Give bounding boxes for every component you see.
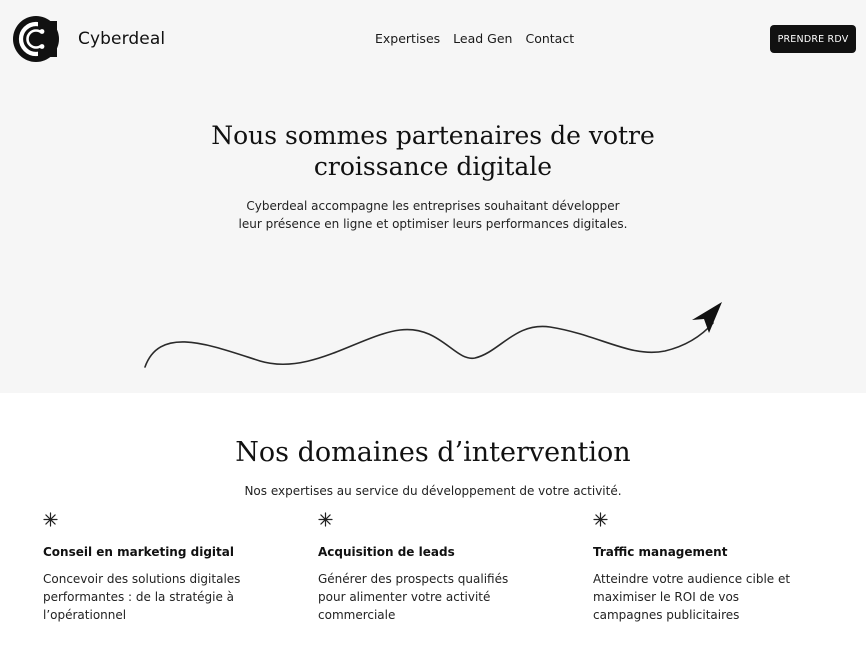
expertise-section-subtitle: Nos expertises au service du développement de votre activité. xyxy=(244,484,622,498)
expertise-section-title: Nos domaines d’intervention xyxy=(235,437,631,468)
service-description: Concevoir des solutions digitales performantes : de la stratégie à l’opérationnel xyxy=(43,572,241,622)
book-appointment-button[interactable]: PRENDRE RDV xyxy=(770,25,856,53)
cyberdeal-logo-icon[interactable] xyxy=(13,16,59,62)
service-card-leads xyxy=(318,512,553,622)
service-title: Acquisition de leads xyxy=(318,545,455,559)
asterisk-icon xyxy=(593,512,608,527)
brand-name[interactable]: Cyberdeal xyxy=(78,29,166,49)
service-card-marketing xyxy=(43,512,278,622)
service-title: Traffic management xyxy=(593,545,728,559)
nav-link-expertises[interactable]: Expertises xyxy=(375,31,441,46)
hero-subtitle: Cyberdeal accompagne les entreprises souhaitant développer leur présence en ligne et optimiser leurs performances digitales. xyxy=(238,199,628,231)
service-description: Atteindre votre audience cible et maximiser le ROI de vos campagnes publicitaires xyxy=(593,572,791,622)
asterisk-icon xyxy=(318,512,333,527)
service-title: Conseil en marketing digital xyxy=(43,545,234,559)
service-description: Générer des prospects qualifiés pour alimenter votre activité commerciale xyxy=(318,572,509,622)
asterisk-icon xyxy=(43,512,58,527)
nav-link-lead-gen[interactable]: Lead Gen xyxy=(453,31,513,46)
squiggle-arrow-icon xyxy=(0,290,866,385)
service-card-traffic xyxy=(593,512,828,622)
nav-link-contact[interactable]: Contact xyxy=(525,31,575,46)
main-nav xyxy=(375,31,574,47)
hero-title: Nous sommes partenaires de votre croissance digitale xyxy=(211,121,655,181)
